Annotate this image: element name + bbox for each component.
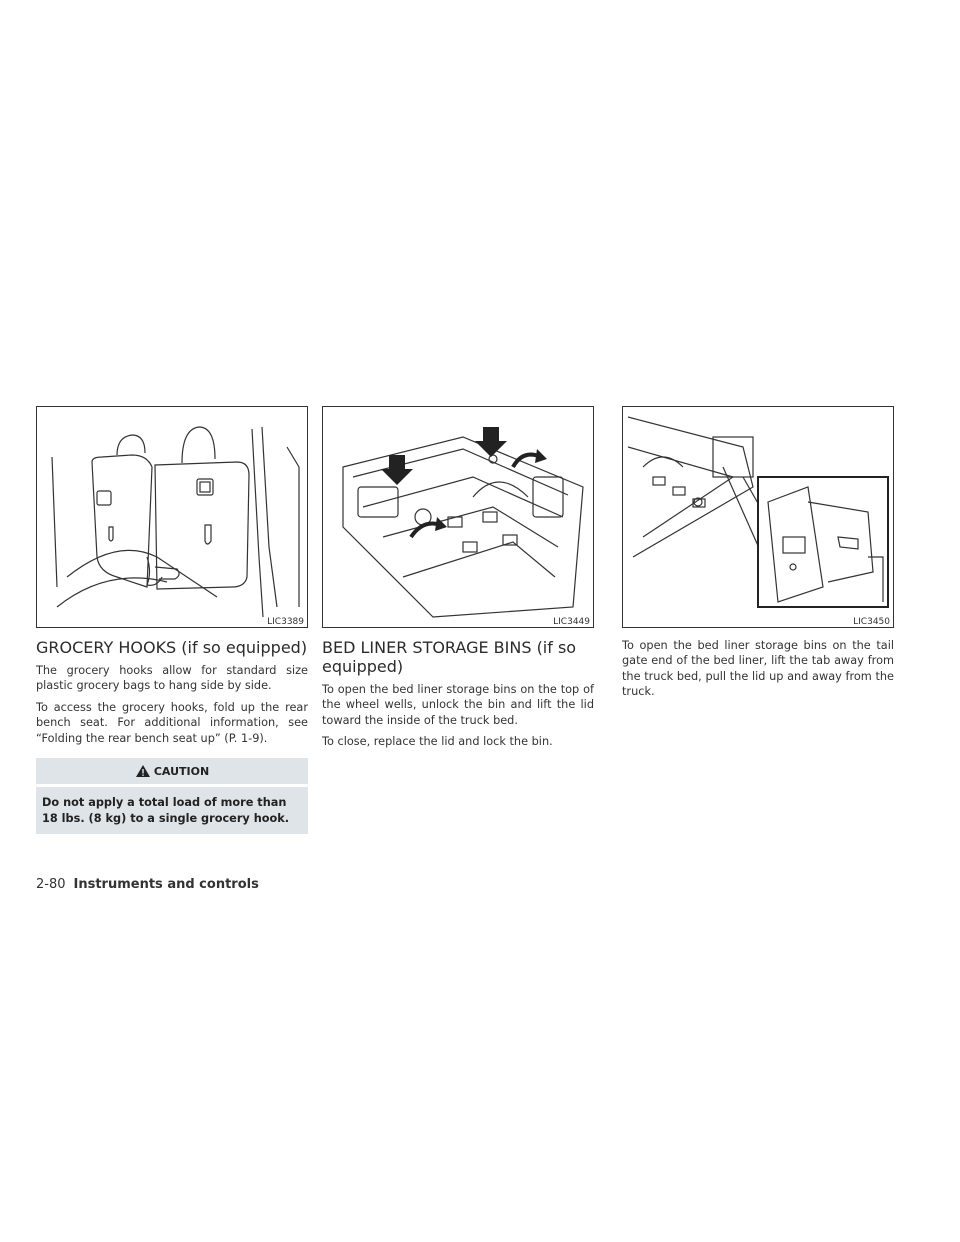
tailgate-bins-section bbox=[622, 406, 894, 706]
figure-code: LIC3389 bbox=[267, 617, 304, 627]
bed-liner-figure bbox=[322, 406, 594, 628]
grocery-hooks-figure bbox=[36, 406, 308, 628]
caution-label: CAUTION bbox=[153, 764, 210, 778]
body-paragraph: To open the bed liner storage bins on the tail gate end of the bed liner, lift the tab away from the truck bed, pull the lid up and away from the truck. bbox=[622, 639, 894, 699]
caution-text: Do not apply a total load of more than 18 lbs. (8 kg) to a single grocery hook. bbox=[36, 787, 308, 834]
warning-triangle-icon bbox=[135, 764, 151, 778]
truck-bed-illustration bbox=[323, 407, 593, 627]
section-title: Instruments and controls bbox=[73, 877, 259, 892]
tailgate-bin-figure bbox=[622, 406, 894, 628]
page-number: 2-80 bbox=[36, 877, 66, 892]
body-paragraph: To access the grocery hooks, fold up the rear bench seat. For additional information, see “Folding the rear bench seat up” (P. 1-9). bbox=[36, 700, 308, 745]
bed-liner-section bbox=[322, 406, 594, 756]
down-arrow-icon bbox=[381, 455, 413, 485]
section-heading: GROCERY HOOKS (if so equipped) bbox=[36, 638, 308, 657]
down-arrow-icon bbox=[475, 427, 507, 457]
rear-seat-illustration bbox=[37, 407, 307, 627]
body-paragraph: The grocery hooks allow for standard size plastic grocery bags to hang side by side. bbox=[36, 664, 308, 693]
body-paragraph: To close, replace the lid and lock the bin. bbox=[322, 735, 553, 749]
tailgate-bin-illustration bbox=[623, 407, 893, 627]
grocery-hooks-section bbox=[36, 406, 308, 834]
section-heading: BED LINER STORAGE BINS (if so equipped) bbox=[322, 638, 577, 676]
caution-header bbox=[36, 758, 308, 784]
page-footer bbox=[36, 877, 259, 892]
figure-code: LIC3450 bbox=[853, 617, 890, 627]
body-paragraph: To open the bed liner storage bins on the top of the wheel wells, unlock the bin and lift the lid toward the inside of the truck bed. bbox=[322, 683, 594, 727]
figure-code: LIC3449 bbox=[553, 617, 590, 627]
